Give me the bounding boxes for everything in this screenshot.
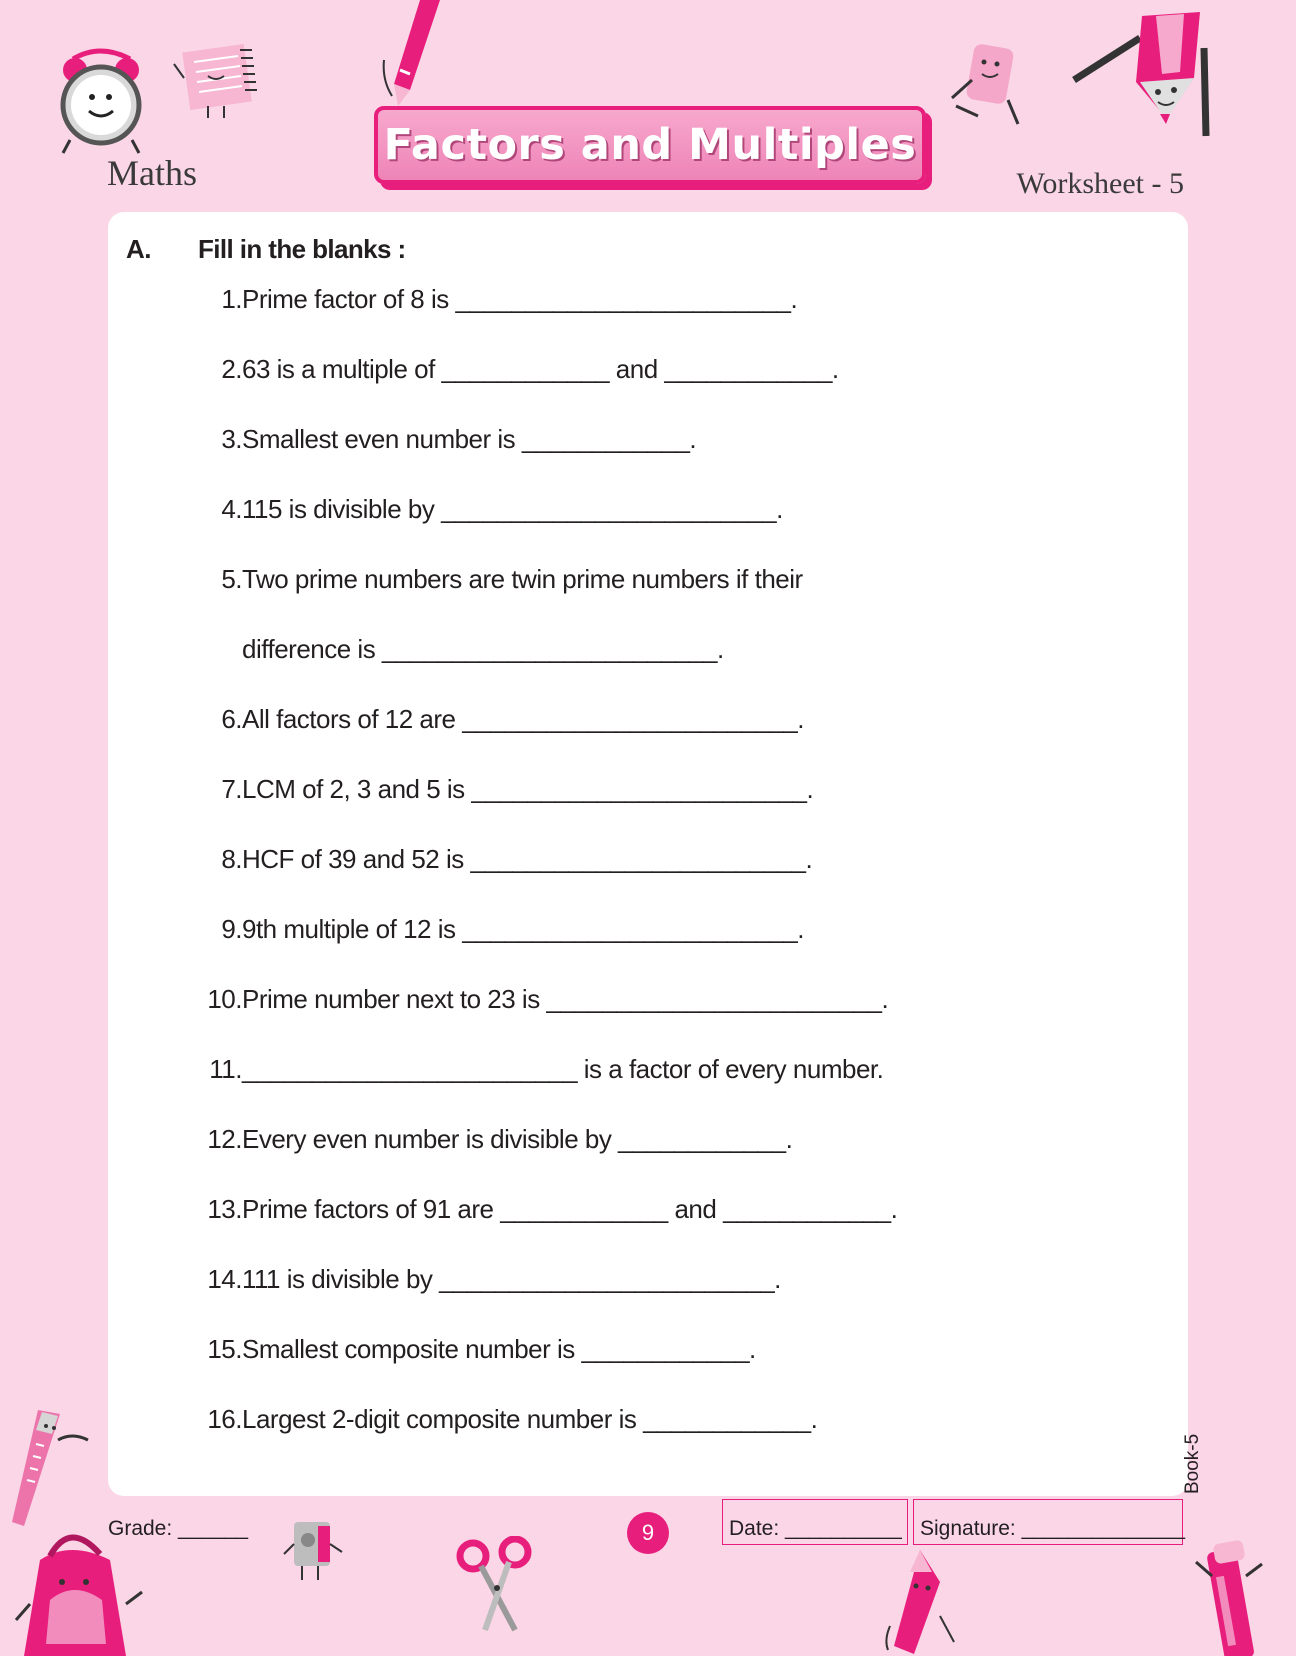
question-number: 10. bbox=[207, 984, 242, 1014]
question-text: 63 is a multiple of ____________ and ____________. bbox=[242, 354, 839, 384]
question-text: Prime factors of 91 are ____________ and ____________. bbox=[242, 1194, 898, 1224]
question-item bbox=[170, 1334, 1070, 1374]
question-item bbox=[170, 1054, 1070, 1094]
section-title: Fill in the blanks : bbox=[198, 234, 406, 264]
question-number: 2. bbox=[221, 354, 242, 384]
question-number: 7. bbox=[221, 774, 242, 804]
question-text: Smallest even number is ____________. bbox=[242, 424, 697, 454]
question-number: 9. bbox=[221, 914, 242, 944]
question-item bbox=[170, 354, 1070, 394]
question-text: 9th multiple of 12 is ________________________. bbox=[242, 914, 804, 944]
section-letter: A. bbox=[126, 234, 151, 264]
question-item bbox=[170, 984, 1070, 1024]
question-item bbox=[170, 494, 1070, 534]
question-item bbox=[170, 844, 1070, 884]
worksheet-number: Worksheet - 5 bbox=[1016, 167, 1184, 200]
date-box: Date: __________ bbox=[722, 1499, 908, 1545]
question-number: 3. bbox=[221, 424, 242, 454]
question-text: HCF of 39 and 52 is ________________________. bbox=[242, 844, 813, 874]
question-text: Prime factor of 8 is ________________________. bbox=[242, 284, 798, 314]
question-text: ________________________ is a factor of every number. bbox=[242, 1054, 884, 1084]
question-item bbox=[170, 704, 1070, 744]
question-item bbox=[170, 774, 1070, 814]
question-text: Largest 2-digit composite number is ____________. bbox=[242, 1404, 818, 1434]
question-number: 14. bbox=[207, 1264, 242, 1294]
crayon-character-icon bbox=[880, 1546, 960, 1656]
question-text: LCM of 2, 3 and 5 is ________________________. bbox=[242, 774, 814, 804]
question-item bbox=[170, 424, 1070, 464]
eraser-icon bbox=[942, 40, 1032, 130]
question-number: 15. bbox=[207, 1334, 242, 1364]
notepad-icon bbox=[172, 42, 262, 122]
book-label: Book-5 bbox=[1182, 1433, 1203, 1494]
question-number: 11. bbox=[209, 1054, 242, 1084]
question-number: 8. bbox=[221, 844, 242, 874]
question-item bbox=[170, 1194, 1070, 1234]
question-number: 16. bbox=[207, 1404, 242, 1434]
pen-character-icon bbox=[1190, 1536, 1270, 1656]
alarm-clock-icon bbox=[55, 45, 150, 155]
question-item-continued bbox=[170, 634, 1070, 674]
ruler-icon bbox=[8, 1400, 98, 1540]
question-text: Two prime numbers are twin prime numbers if their bbox=[242, 564, 803, 594]
question-number: 13. bbox=[207, 1194, 242, 1224]
page-title: Factors and Multiples bbox=[383, 120, 917, 170]
question-item bbox=[170, 914, 1070, 954]
question-text: 111 is divisible by ________________________. bbox=[242, 1264, 781, 1294]
question-item bbox=[170, 284, 1070, 324]
question-text: All factors of 12 are ________________________. bbox=[242, 704, 804, 734]
pencil-icon bbox=[380, 0, 450, 110]
question-text: 115 is divisible by ________________________. bbox=[242, 494, 783, 524]
page-number: 9 bbox=[627, 1512, 669, 1554]
question-text: Smallest composite number is ____________. bbox=[242, 1334, 756, 1364]
subject-label: Maths bbox=[107, 153, 197, 193]
question-item bbox=[170, 1264, 1070, 1304]
question-number: 1. bbox=[221, 284, 242, 314]
question-number: 6. bbox=[221, 704, 242, 734]
grade-field: Grade: ______ bbox=[108, 1517, 249, 1540]
question-number: 4. bbox=[221, 494, 242, 524]
signature-box: Signature: ______________ bbox=[913, 1499, 1183, 1545]
question-text: difference is ________________________. bbox=[242, 634, 724, 664]
question-item bbox=[170, 564, 1070, 604]
question-item bbox=[170, 1124, 1070, 1164]
question-number: 5. bbox=[221, 564, 242, 594]
question-number: 12. bbox=[207, 1124, 242, 1154]
scissors-icon bbox=[455, 1536, 535, 1636]
title-banner bbox=[374, 106, 926, 184]
question-item bbox=[170, 1404, 1070, 1444]
pencil-character-icon bbox=[1070, 8, 1220, 138]
question-text: Every even number is divisible by ____________. bbox=[242, 1124, 793, 1154]
sharpener-icon bbox=[282, 1518, 344, 1588]
question-text: Prime number next to 23 is ________________________. bbox=[242, 984, 889, 1014]
